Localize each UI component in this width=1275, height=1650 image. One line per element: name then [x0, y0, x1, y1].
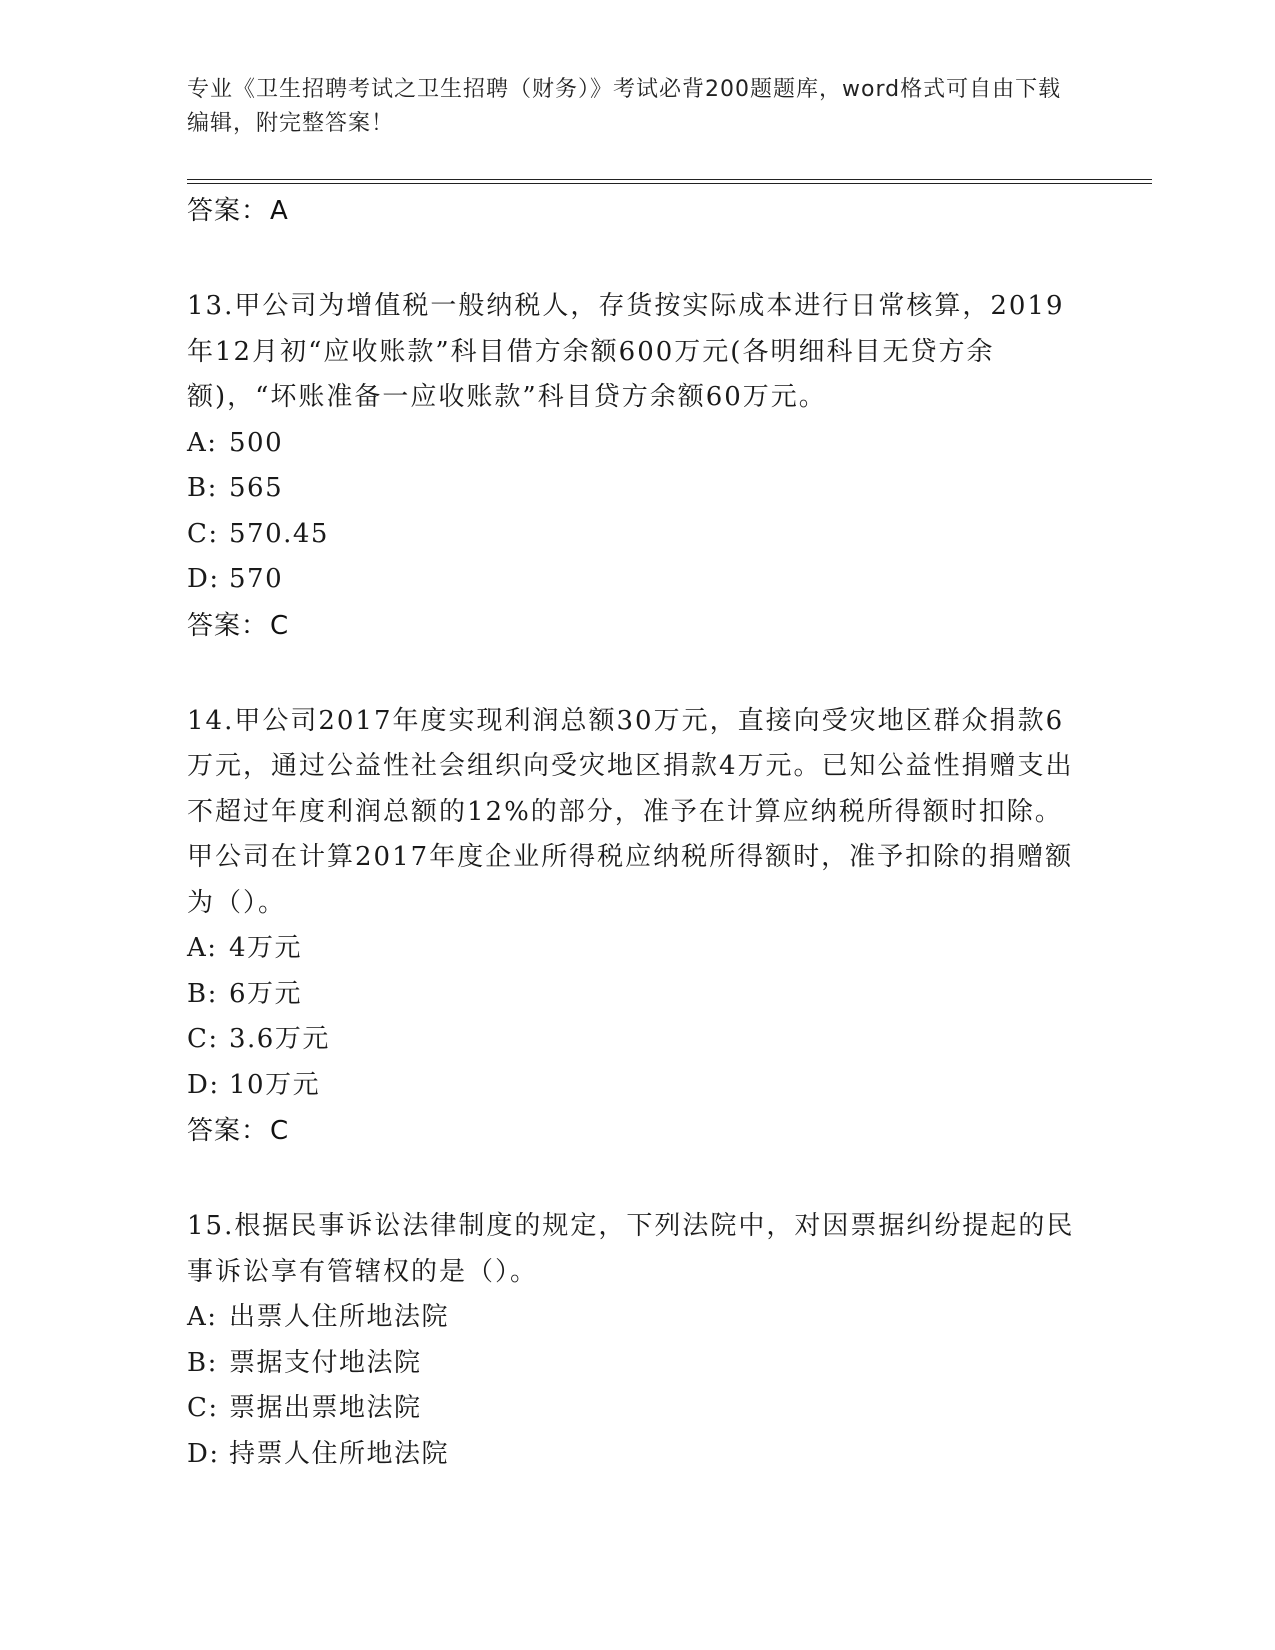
option-key: B:	[187, 473, 218, 503]
document-body	[187, 188, 1087, 1477]
option-text: 500	[229, 427, 284, 458]
option-text: 持票人住所地法院	[229, 1438, 450, 1469]
answer-line	[187, 1108, 1087, 1154]
option-d	[187, 1432, 1087, 1478]
option-b	[187, 466, 1087, 512]
document-header: 专业《卫生招聘考试之卫生招聘（财务）》考试必背200题题库，word格式可自由下载编辑，附完整答案！	[187, 77, 1062, 136]
question-15	[187, 1204, 1087, 1477]
option-key: B:	[187, 978, 218, 1009]
option-b	[187, 1341, 1087, 1387]
answer-line	[187, 603, 1087, 649]
option-key: A:	[187, 933, 218, 963]
option-key: A:	[187, 1302, 218, 1332]
option-d	[187, 557, 1087, 603]
option-a	[187, 1295, 1087, 1341]
option-key: C:	[187, 1024, 219, 1054]
answer-line	[187, 188, 1087, 234]
answer-value: C	[270, 1116, 290, 1146]
option-text: 票据出票地法院	[229, 1393, 422, 1423]
question-stem: 13.甲公司为增值税一般纳税人，存货按实际成本进行日常核算，2019年12月初“应收账款”科目借方余额600万元(各明细科目无贷方余额)，“坏账准备一应收账款”科目贷方余额60万元。	[187, 291, 1065, 412]
question-14	[187, 699, 1087, 1155]
answer-label: 答案：	[187, 196, 269, 226]
option-text: 570.45	[229, 518, 329, 549]
question-13	[187, 284, 1087, 649]
answer-label: 答案：	[187, 610, 269, 641]
option-key: C:	[187, 1393, 219, 1423]
option-c	[187, 512, 1087, 558]
option-text: 10万元	[229, 1069, 321, 1100]
option-key: D:	[187, 564, 220, 594]
option-b	[187, 972, 1087, 1018]
option-text: 票据支付地法院	[229, 1347, 422, 1378]
option-text: 570	[229, 564, 284, 594]
option-text: 6万元	[229, 978, 303, 1009]
question-stem: 14.甲公司2017年度实现利润总额30万元，直接向受灾地区群众捐款6万元，通过公益性社会组织向受灾地区捐款4万元。已知公益性捐赠支出不超过年度利润总额的12%的部分，准予在计算应纳税所得额时扣除。甲公司在计算2017年度企业所得税应纳税所得额时，准予扣除的捐赠额为（）。	[187, 705, 1074, 918]
option-key: D:	[187, 1069, 220, 1100]
option-key: C:	[187, 518, 219, 549]
option-text: 4万元	[229, 933, 303, 963]
option-key: D:	[187, 1438, 220, 1469]
option-d	[187, 1063, 1087, 1109]
option-a	[187, 926, 1087, 972]
answer-label: 答案：	[187, 1116, 269, 1146]
option-key: A:	[187, 427, 218, 458]
option-key: B:	[187, 1347, 218, 1378]
header-rule-bottom	[187, 183, 1152, 184]
option-a	[187, 421, 1087, 467]
option-text: 565	[229, 473, 284, 503]
option-c	[187, 1386, 1087, 1432]
answer-value: A	[270, 196, 289, 226]
header-rule-top	[187, 179, 1152, 180]
question-stem: 15.根据民事诉讼法律制度的规定，下列法院中，对因票据纠纷提起的民事诉讼享有管辖权的是（）。	[187, 1211, 1075, 1287]
option-c	[187, 1017, 1087, 1063]
answer-value: C	[270, 610, 290, 641]
option-text: 3.6万元	[229, 1024, 330, 1054]
option-text: 出票人住所地法院	[229, 1302, 450, 1332]
